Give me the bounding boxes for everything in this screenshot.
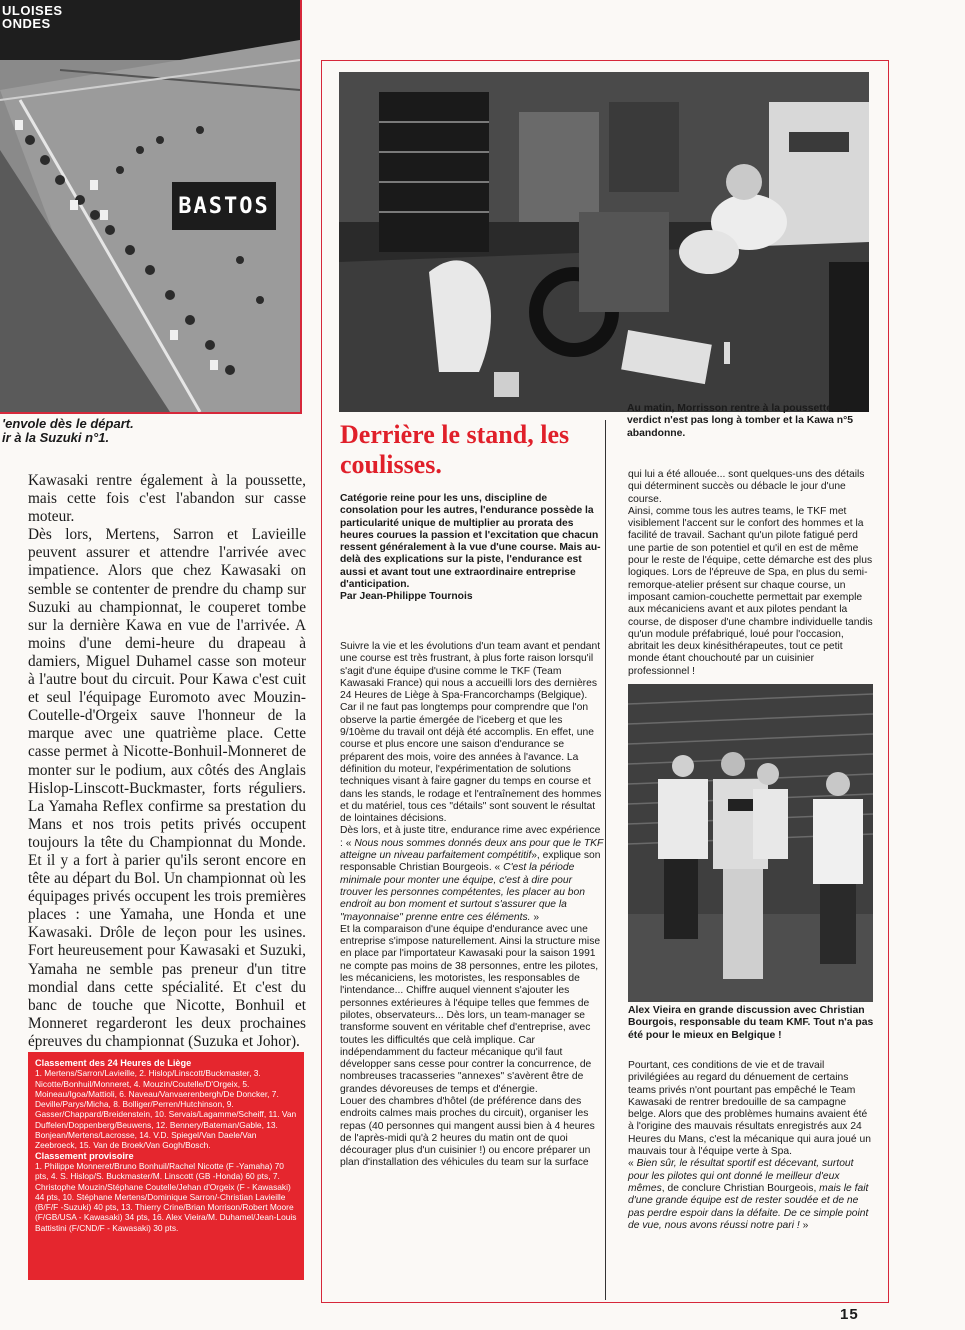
photo-caption-line-1: 'envole dès le départ. — [2, 416, 134, 431]
intro-text: Catégorie reine pour les uns, discipline de consolation pour les autres, l'endurance possède la particularité unique de multiplier au prorata des heures courues la passion et l'excitation que chacun ressent généralement à la vue d'une course. Mais au-delà des explications sur la piste, l'endurance est aussi et avant tout une extraordinaire entreprise d'anticipation. — [340, 493, 601, 591]
photo-pit-garage — [339, 72, 869, 412]
mid-p3-quote-2: C'est la période minimale pour monter une équipe, c'est à dire pour trouver les personnes compétentes, les placer au bon endroit au bon moment et surtout s'assurer que la "mayonnaise" prenne entre ces éléments. — [340, 862, 585, 923]
bastos-sign: BASTOS — [172, 182, 276, 230]
photo-pit-garage-graphic — [339, 72, 869, 412]
mid-paragraph-4: Et la comparaison d'une équipe d'endurance avec une entreprise s'impose naturellement. Ainsi la structure mise en place par l'importateur Kawasaki pour la saison 1991 ne compte pas moins de 38 personnes, entre les pilotes, les mécaniciens, les motoristes, les responsables de l'intendance... Chiffre auquel viennent s'ajouter les personnes extérieures à l'équipe telles que femmes de pilotes, observateurs... Dès lors, un team-manager se transforme souvent en véritable chef d'entreprise, avec toutes les difficultés que celà implique. Car indépendamment du facteur mécanique qu'il faut développer sans cesse pour contrer la concurrence, de nombreuses tracasseries "annexes" s'avèrent être de grandes dévoreuses de temps et d'énergie. — [340, 923, 601, 1095]
mid-p3-a: Dès lors, et à juste titre, endurance rime avec expérience : « — [340, 825, 601, 849]
banner-sign-text: ULOISES ONDES — [2, 3, 63, 31]
mid-p3-quote-1: Nous nous sommes donnés deux ans pour que le TKF atteigne un niveau parfaitement compétitif — [340, 837, 604, 862]
results-standings-list: 1. Philippe Monneret/Bruno Bonhuil/Rachel Nicotte (F -Yamaha) 70 pts, 4. S. Hislop/S. Buckmaster/M. Linscott (GB -Honda) 60 pts, 7. Christophe Mouzin/Stéphane Coutelle/Jehan d'Orgeix (F - Kawasaki) 44 pts, 10. Stéphane Mertens/Dominique Sarron/-Christian Lavieille (B/F/F -Suzuki) 40 pts, 13. Thierry Crine/Brian Morrison/Robert Moore (F/GB/USA - Kawasaki) 34 pts, 16. Alex Vieira/M. Duhamel/Jean-Louis Battistini (F/CND/F - Kawasaki) 30 pts. — [35, 1160, 297, 1233]
photo-riders-discussion-graphic — [628, 684, 873, 1002]
column-divider — [605, 420, 606, 1300]
right-paragraph-2: Ainsi, comme tous les autres teams, le TKF met visiblement l'accent sur le confort des hommes et la facilité de travail. Sachant qu'un pilote fatigué perd une partie de son potentiel et qu'il en est de même pour le reste de l'équipe, cette démarche est des plus logiques. Lors de l'épreuve de Spa, en plus du semi-remorque-atelier présent sur chaque course, un imposant camion-couchette permettait par exemple aux mécaniciens avant et aux pilotes pendant la course, de disposer d'une chambre individuelle tandis qu'un module préfabriqué, loué pour l'occasion, abritait les deux kinésithérapeutes, tout ce petit monde étant chouchouté par un cuisinier professionnel ! — [628, 505, 873, 677]
photo-caption-line-2: ir à la Suzuki n°1. — [2, 430, 110, 445]
right-paragraph-4 — [628, 1158, 875, 1232]
mid-p3-e: » — [530, 911, 540, 923]
right-p4-quote-2: mais le fait d'une grande équipe est de rester soudée et de ne pas perdre espoir dans la défaite. De ce simple point de vue, nous avons réussi notre pari ! — [628, 1182, 869, 1231]
right-p4-e: » — [799, 1219, 809, 1231]
left-paragraph-2: Dès lors, Mertens, Sarron et Lavieille peuvent assurer et attendre l'arrivée avec impatience. Alors que chez Kawasaki on semble se contenter de prendre du champ sur Suzuki au championnat, le couperet tombe sur la dernière Kawa en vue de l'arrivée. A moins d'une demi-heure du drapeau à damiers, Miguel Duhamel casse son moteur à l'autre bout du circuit. Pour Kawa c'est cuit et seul l'équipage Euromoto avec Mouzin-Coutelle-d'Orgeix sauve l'honneur de la marque avec une quatrième place. Cette casse permet à Nicotte-Bonhuil-Monneret de monter sur le podium, aux côtés des Anglais Hislop-Linscott-Buckmaster, forts réguliers. La Yamaha Reflex confirme sa prestation du Mans et nos trois petits privés occupent toujours la tête du Championnat du Monde. Et il y a fort à parier qu'ils seront encore en tête au départ du Bol. Un championnat où les équipages privés occupent les trois premières places : une Yamaha, une Honda et une Kawasaki. Drôle de leçon pour les usines. Fort heureusement pour Kawasaki et Suzuki, Yamaha ne semble pas preneur d'un titre mondial dans cette spécialité. Et c'est du banc de touche que Nicotte, Bonhuil et Monneret regarderont les deux prochaines épreuves du championnat (Suzuka et Johor). — [28, 526, 306, 1050]
article-right-column-top — [628, 469, 875, 678]
right-p4-quote-1: Bien sûr, le résultat sportif est décevant, surtout pour les pilotes qui ont donné le meilleur d'eux mêmes — [628, 1158, 854, 1194]
mid-paragraph-5: Louer des chambres d'hôtel (de préférence dans des endroits calmes mais proches du circuit), organiser les repas (40 personnes qui mangent aussi bien à 4 heures de l'après-midi qu'à 2 heures du matin ont de quoi décourager plus d'un cuisinier !) ou encore préparer un plan d'installation des véhicules du team sur la surface — [340, 1095, 595, 1169]
right-paragraph-1: qui lui a été allouée... sont quelques-uns des détails qui déterminent succès ou débacle le jour d'une course. — [628, 469, 865, 505]
left-column-text — [28, 472, 306, 1051]
right-p4-c: , de conclure Christian Bourgeois, — [661, 1182, 820, 1194]
article-headline: Derrière le stand, les coulisses. — [340, 420, 570, 479]
article-intro — [340, 493, 605, 604]
mid-p3-c: », explique son responsable Christian Bourgeois. « — [340, 850, 601, 874]
mid-paragraph-2: Car il ne faut pas longtemps pour comprendre que l'on observe la partie émergée de l'iceberg et que les 9/10ème du travail ont déjà été accomplis. En effet, une course et plus encore une saison d'endurance se préparent des mois, voire des années à l'avance. La définition du moteur, l'expérimentation de solutions techniques visant à faire gagner du temps en course et dans les stands, le rodage et l'entraînement des hommes et du matériel, tous ces "détails" sont souvent le résultat de lointaines décisions. — [340, 702, 602, 825]
left-paragraph-1: Kawasaki rentre également à la poussette, mais cette fois c'est l'abandon sur casse moteur. — [28, 472, 306, 526]
page-number: 15 — [840, 1306, 859, 1323]
results-heading-standings: Classement provisoire — [35, 1150, 134, 1161]
results-heading-race: Classement des 24 Heures de Liège — [35, 1058, 192, 1068]
right-p4-a: « — [628, 1158, 637, 1170]
photo-bottom-caption: Alex Vieira en grande discussion avec Christian Bourgois, responsable du team KMF. Tout n'a pas été pour le mieux en Belgique ! — [628, 1005, 874, 1041]
right-paragraph-3: Pourtant, ces conditions de vie et de travail privilégiées au regard du dénuement de certains teams privés n'ont pourtant pas empêché le Team Kawasaki de rentrer bredouille de sa campagne belge. Alors que des problèmes humains avaient été à l'origine des mauvais résultats enregistrés aux 24 Heures du Mans, c'est la mécanique qui aura joué un mauvais tour à l'équipe verte à Spa. — [628, 1060, 871, 1158]
results-race-list: 1. Mertens/Sarron/Lavieille, 2. Hislop/Linscott/Buckmaster, 3. Nicotte/Bonhuil/Monneret, 4. Mouzin/Coutelle/D'Orgeix, 5. Moineau/Igoa/Mattioli, 6. Naveau/Vanvaerenbergh/De Doncker, 7. Deville/Parys/Micha, 8. Bolliger/Perren/Hutchinson, 9. Gasser/Chappard/Breidenstein, 10. Servais/Lagamme/Scheiff, 11. Van Duffelen/Doppenberg/Beuwens, 12. Bennery/Bateman/Gable, 13. Bonjean/Mertens/Lacrosse, 14. V.D. Spiegel/Van Daele/Van Zeebroeck, 15. Van de Broek/Van Gogh/Bosch. — [35, 1068, 297, 1151]
results-box — [28, 1052, 304, 1280]
article-right-column-bottom — [628, 1060, 875, 1232]
mid-paragraph-1: Suivre la vie et les évolutions d'un team avant et pendant une course est très frustrant, à plus forte raison lorsqu'il s'agit d'une équipe d'usine comme le TKF (Team Kawasaki France) qui nous a accueilli lors des dernières 24 Heures de Liège à Spa-Francorchamps (Belgique). — [340, 641, 601, 702]
mid-paragraph-3 — [340, 825, 605, 923]
article-middle-column — [340, 641, 605, 1170]
photo-riders-discussion — [628, 684, 873, 1002]
byline: Par Jean-Philippe Tournois — [340, 591, 473, 603]
photo-top-caption: Au matin, Morrisson rentre à la poussette. Le verdict n'est pas long à tomber et la Kawa n°5 abandonne. — [627, 403, 854, 439]
